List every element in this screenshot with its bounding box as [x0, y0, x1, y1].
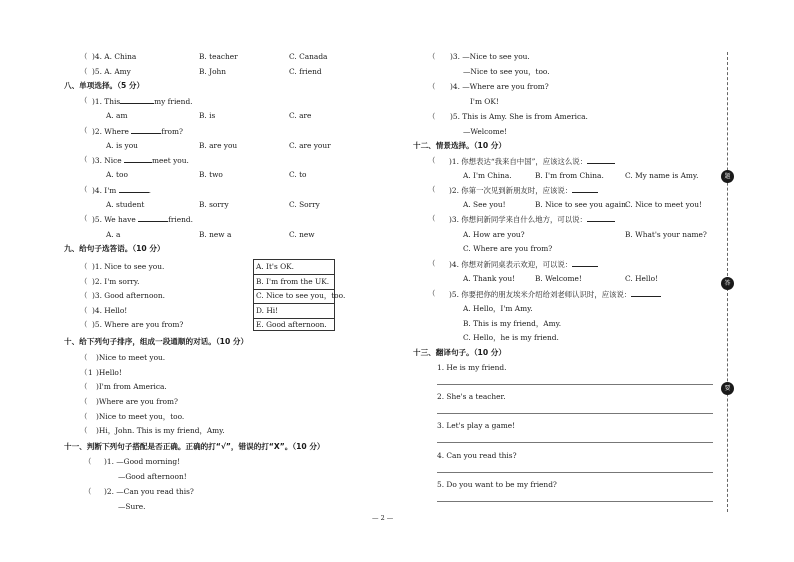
s9-opt-b: B. I'm from the UK. [256, 277, 330, 286]
s12-q1: )1. 你想表达“我来自中国”，应该这么说： [449, 157, 615, 165]
s11-a3: —Nice to see you，too. [463, 67, 550, 76]
q7-5-b: B. John [199, 67, 227, 76]
s8-q3: )3. Nice meet you. [92, 156, 189, 165]
s11-q3: )3. —Nice to see you. [450, 52, 530, 61]
side-mark-1: 题 [721, 170, 734, 183]
s9-q3: )3. Good afternoon. [92, 291, 165, 300]
q7-5-c: C. friend [289, 67, 322, 76]
s12-q5: )5. 你要把你的朋友埃米介绍给刘老师认识时，应该说： [449, 290, 661, 298]
section-12-title: 十二、情景选择。（10 分） [413, 141, 506, 150]
s8-q2: )2. Where from? [92, 127, 183, 136]
s11-q1: )1. —Good morning! [104, 457, 181, 466]
s12-q2: )2. 你第一次见到新朋友时，应该说： [449, 186, 598, 194]
s10-line-2-num: 1 [88, 368, 93, 377]
side-mark-3: 要 [721, 382, 734, 395]
answer-line-5[interactable] [437, 501, 713, 502]
s11-a4: I'm OK! [470, 97, 499, 106]
page-number: — 2 — [372, 514, 394, 522]
s8-q5: )5. We have friend. [92, 215, 193, 224]
q7-4-c: C. Canada [289, 52, 328, 61]
s11-q4: )4. —Where are you from? [450, 82, 549, 91]
s9-q4: )4. Hello! [92, 306, 128, 315]
s9-q5: )5. Where are you from? [92, 320, 184, 329]
s9-opt-a: A. It's OK. [256, 262, 295, 271]
s12-q3: )3. 你想问新同学来自什么地方，可以说： [449, 215, 615, 223]
q7-4-b: B. teacher [199, 52, 238, 61]
s9-opt-d: D. Hi! [256, 306, 279, 315]
answer-line-2[interactable] [437, 413, 713, 414]
answer-line-1[interactable] [437, 384, 713, 385]
answer-line-3[interactable] [437, 442, 713, 443]
s13-item-4: 4. Can you read this? [437, 451, 517, 460]
s9-opt-e: E. Good afternoon. [256, 320, 327, 329]
s10-line-2: )Hello! [96, 368, 122, 377]
s11-a1: —Good afternoon! [118, 472, 187, 481]
s13-item-2: 2. She's a teacher. [437, 392, 506, 401]
s9-q2: )2. I'm sorry. [92, 277, 140, 286]
s11-q2: )2. —Can you read this? [104, 487, 194, 496]
s11-a2: —Sure. [118, 502, 146, 511]
answer-line-4[interactable] [437, 472, 713, 473]
s13-item-1: 1. He is my friend. [437, 363, 507, 372]
section-8-title: 八、单项选择。（5 分） [64, 81, 145, 90]
section-13-title: 十三、翻译句子。（10 分） [413, 348, 506, 357]
side-mark-2: 答 [721, 277, 734, 290]
s10-line-5: )Nice to meet you，too. [96, 412, 185, 421]
s8-q1: )1. This my friend. [92, 97, 193, 106]
s11-a5: —Welcome! [463, 127, 508, 136]
q7-5-stem: )5. A. Amy [92, 67, 131, 76]
s11-q5: )5. This is Amy. She is from America. [450, 112, 588, 121]
s10-line-4: )Where are you from? [96, 397, 178, 406]
s10-line-3: )I'm from America. [96, 382, 167, 391]
q7-4-stem: )4. A. China [92, 52, 137, 61]
s13-item-3: 3. Let's play a game! [437, 421, 516, 430]
s10-line-1: )Nice to meet you. [96, 353, 166, 362]
s13-item-5: 5. Do you want to be my friend? [437, 480, 557, 489]
s10-line-6: )Hi，John. This is my friend，Amy. [96, 426, 225, 435]
section-11-title: 十一、判断下列句子搭配是否正确。正确的打“√”，错误的打“X”。（10 分） [64, 442, 325, 451]
s9-opt-c: C. Nice to see you，too. [256, 291, 346, 300]
s9-q1: )1. Nice to see you. [92, 262, 165, 271]
s12-q4: )4. 你想对新同桌表示欢迎，可以说： [449, 260, 598, 268]
s8-q4: )4. I'm . [92, 186, 151, 195]
section-9-title: 九、给句子选答语。（10 分） [64, 244, 165, 253]
section-10-title: 十、给下列句子排序，组成一段通顺的对话。（10 分） [64, 337, 249, 346]
